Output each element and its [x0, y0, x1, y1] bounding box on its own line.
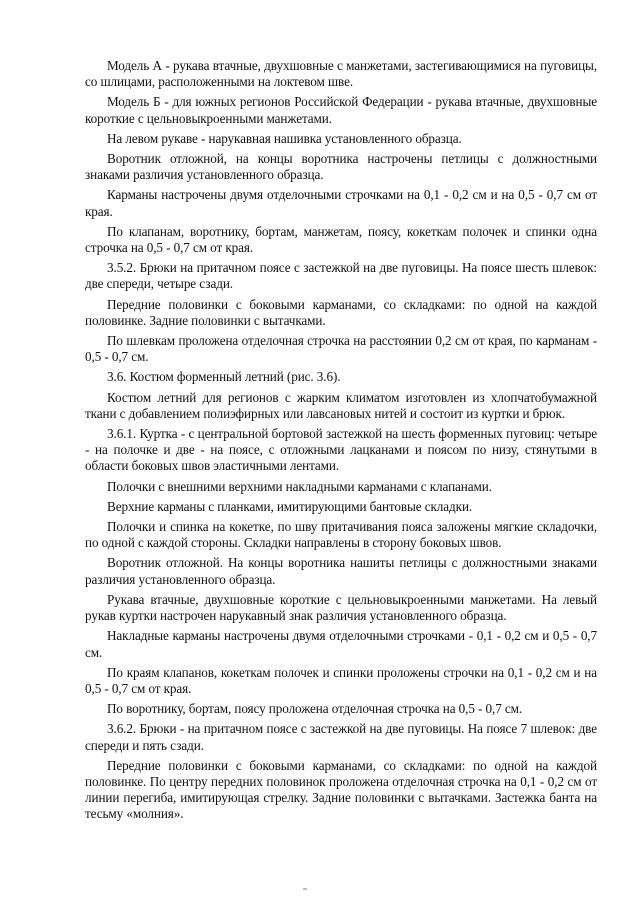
paragraph-model-a: Модель А - рукава втачные, двухшовные с манжетами, застегивающимися на пуговицы, со шлицами, расположенными на локтевом шве.	[85, 58, 597, 90]
paragraph-sleeves-summer: Рукава втачные, двухшовные короткие с цельновыкроенными манжетами. На левый рукав куртки настрочен нарукавный знак различия установленного образца.	[85, 591, 597, 624]
paragraph-flap-edges: По краям клапанов, кокеткам полочек и спинки проложены строчки на 0,1 - 0,2 см и на 0,5 - 0,7 см от края.	[85, 664, 597, 696]
paragraph-summer-suit: Костюм летний для регионов с жарким климатом изготовлен из хлопчатобумажной ткани с добавлением полиэфирных или лавсановых нитей и состоит из куртки и брюк.	[85, 389, 597, 421]
paragraph-front-halves: Передние половинки с боковыми карманами, со складками: по одной на каждой половинке. Задние половинки с вытачками.	[85, 296, 597, 328]
paragraph-sleeve-patch: На левом рукаве - нарукавная нашивка установленного образца.	[107, 130, 462, 146]
paragraph-patch-pockets: Накладные карманы настрочены двумя отделочными строчками - 0,1 - 0,2 см и 0,5 - 0,7 см.	[85, 628, 597, 660]
paragraph-front-pockets: Полочки с внешними верхними накладными карманами с клапанами.	[107, 478, 492, 494]
paragraph-section-3-6-1: 3.6.1. Куртка - с центральной бортовой застежкой на шесть форменных пуговиц: четыре - на полочке и две - на поясе, с отложными лацканами и поясом по низу, стянутыми в области боковых швов эластичными лентами.	[85, 426, 597, 474]
paragraph-belt-loops: По шлевкам проложена отделочная строчка на расстоянии 0,2 см от края, по карманам - 0,5 - 0,7 см.	[85, 333, 597, 365]
paragraph-pockets: Карманы настрочены двумя отделочными строчками на 0,1 - 0,2 см и на 0,5 - 0,7 см от края.	[85, 187, 597, 219]
paragraph-section-3-6-2: 3.6.2. Брюки - на притачном поясе с застежкой на две пуговицы. На поясе 7 шлевок: две спереди и пять сзади.	[85, 721, 597, 753]
paragraph-trousers-front: Передние половинки с боковыми карманами, со складками: по одной на каждой половинке. По центру передних половинок проложена отделочная строчка на 0,1 - 0,2 см от линии перегиба, имитирующая стрелку. Задние половинки с вытачками. Застежка банта на тесьму «молния».	[85, 757, 597, 822]
paragraph-collar-summer: Воротник отложной. На концы воротника нашиты петлицы с должностными знаками различия установленного образца.	[85, 555, 597, 587]
paragraph-yoke-pleats: Полочки и спинка на кокетке, по шву притачивания пояса заложены мягкие складочки, по одной с каждой стороны. Складки направлены в сторону боковых швов.	[85, 519, 597, 551]
paragraph-collar: Воротник отложной, на концы воротника настрочены петлицы с должностными знаками различия установленного образца.	[85, 151, 597, 183]
document-body	[85, 58, 597, 827]
paragraph-section-3-5-2: 3.5.2. Брюки на притачном поясе с застежкой на две пуговицы. На поясе шесть шлевок: две спереди, четыре сзади.	[85, 260, 597, 292]
paragraph-section-3-6: 3.6. Костюм форменный летний (рис. 3.6).	[107, 369, 341, 385]
paragraph-collar-stitching: По воротнику, бортам, поясу проложена отделочная строчка на 0,5 - 0,7 см.	[107, 701, 523, 717]
paragraph-upper-pockets: Верхние карманы с планками, имитирующими бантовые складки.	[107, 498, 473, 514]
paragraph-model-b: Модель Б - для южных регионов Российской Федерации - рукава втачные, двухшовные короткие с цельновыкроенными манжетами.	[85, 94, 597, 126]
page-footer-mark	[303, 888, 307, 890]
paragraph-flaps-stitching: По клапанам, воротнику, бортам, манжетам, поясу, кокеткам полочек и спинки одна строчка на 0,5 - 0,7 см от края.	[85, 223, 597, 256]
